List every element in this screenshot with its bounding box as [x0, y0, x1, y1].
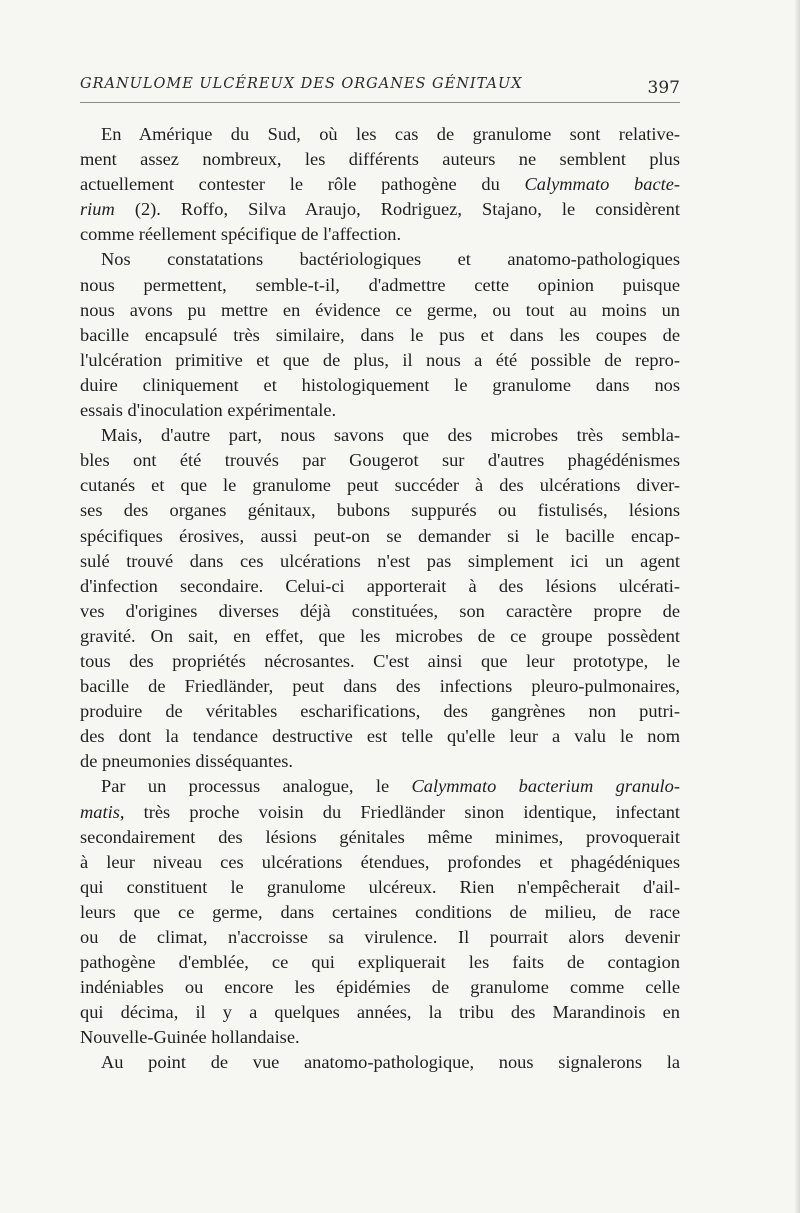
- paragraph: [80, 122, 680, 247]
- page-edge-shadow: [794, 0, 800, 1213]
- text-line: nous permettent, semble-t-il, d'admettre cette opinion puisque: [80, 274, 680, 295]
- text-line: l'ulcération primitive et que de plus, il nous a été possible de repro-: [80, 349, 680, 370]
- running-title: GRANULOME ULCÉREUX DES ORGANES GÉNITAUX: [80, 76, 523, 92]
- text-line: pathogène d'emblée, ce qui expliquerait les faits de contagion: [80, 952, 680, 973]
- text-line: à leur niveau ces ulcérations étendues, profondes et phagédéniques: [80, 851, 680, 872]
- text-line: ment assez nombreux, les différents auteurs ne semblent plus: [80, 149, 680, 170]
- text-line: Au point de vue anatomo-pathologique, nous signalerons la: [101, 1052, 680, 1073]
- text-line: Nouvelle-Guinée hollandaise.: [80, 1027, 300, 1048]
- text-line: actuellement contester le rôle pathogène du Calymmato bacte-: [80, 174, 681, 195]
- text-line: produire de véritables escharifications, des gangrènes non putri-: [80, 701, 680, 722]
- text-line: bles ont été trouvés par Gougerot sur d'autres phagédénismes: [80, 450, 680, 471]
- text-line: bacille de Friedländer, peut dans des infections pleuro-pulmonaires,: [80, 676, 680, 697]
- text-line: sulé trouvé dans ces ulcérations n'est pas simplement ici un agent: [80, 550, 680, 571]
- text-line: nous avons pu mettre en évidence ce germe, ou tout au moins un: [80, 299, 680, 320]
- paragraph: [80, 247, 680, 423]
- italic-term: rium: [80, 199, 115, 220]
- text-line: de pneumonies disséquantes.: [80, 751, 293, 772]
- text-line: En Amérique du Sud, où les cas de granulome sont relative-: [101, 124, 680, 144]
- body-text: [80, 122, 680, 1076]
- text-line: tous des propriétés nécrosantes. C'est ainsi que leur prototype, le: [80, 650, 680, 671]
- text-line: Mais, d'autre part, nous savons que des microbes très sembla-: [101, 425, 680, 446]
- paragraph: [80, 423, 680, 774]
- italic-term: Calymmato bacterium granulo-: [411, 776, 680, 797]
- text-line: qui constituent le granulome ulcéreux. Rien n'empêcherait d'ail-: [80, 876, 680, 897]
- text-line: comme réellement spécifique de l'affection.: [80, 224, 402, 245]
- text-line: cutanés et que le granulome peut succéder à des ulcérations diver-: [80, 475, 680, 496]
- text-line: leurs que ce germe, dans certaines conditions de milieu, de race: [80, 901, 680, 922]
- italic-term: matis: [80, 801, 120, 822]
- text-line: Par un processus analogue, le Calymmato bacterium granulo-: [101, 776, 680, 797]
- text-line: d'infection secondaire. Celui-ci apporterait à des lésions ulcérati-: [80, 575, 680, 596]
- text-line: bacille encapsulé très similaire, dans le pus et dans les coupes de: [80, 324, 680, 345]
- text-line: essais d'inoculation expérimentale.: [80, 400, 337, 421]
- paragraph: [80, 1050, 680, 1075]
- page-number: 397: [647, 78, 680, 98]
- text-line: Nos constatations bactériologiques et anatomo-pathologiques: [101, 249, 680, 270]
- text-line: indéniables ou encore les épidémies de granulome comme celle: [80, 977, 680, 998]
- text-line: rium (2). Roffo, Silva Araujo, Rodriguez, Stajano, le considèrent: [80, 199, 680, 220]
- text-line: des dont la tendance destructive est telle qu'elle leur a valu le nom: [80, 726, 680, 747]
- text-line: secondairement des lésions génitales même minimes, provoquerait: [80, 826, 680, 847]
- paragraph: [80, 774, 680, 1050]
- text-line: ou de climat, n'accroisse sa virulence. Il pourrait alors devenir: [80, 927, 680, 947]
- text-line: matis, très proche voisin du Friedländer sinon identique, infectant: [80, 801, 680, 822]
- text-line: ses des organes génitaux, bubons suppurés ou fistulisés, lésions: [80, 500, 680, 521]
- text-line: ves d'origines diverses déjà constituées, son caractère propre de: [80, 600, 680, 621]
- text-line: duire cliniquement et histologiquement le granulome dans nos: [80, 374, 680, 395]
- text-line: qui décima, il y a quelques années, la tribu des Marandinois en: [80, 1002, 680, 1023]
- text-line: spécifiques érosives, aussi peut-on se demander si le bacille encap-: [80, 525, 680, 546]
- header-rule: [80, 102, 680, 103]
- italic-term: Calymmato bacte-: [524, 174, 681, 195]
- text-line: gravité. On sait, en effet, que les microbes de ce groupe possèdent: [80, 625, 680, 646]
